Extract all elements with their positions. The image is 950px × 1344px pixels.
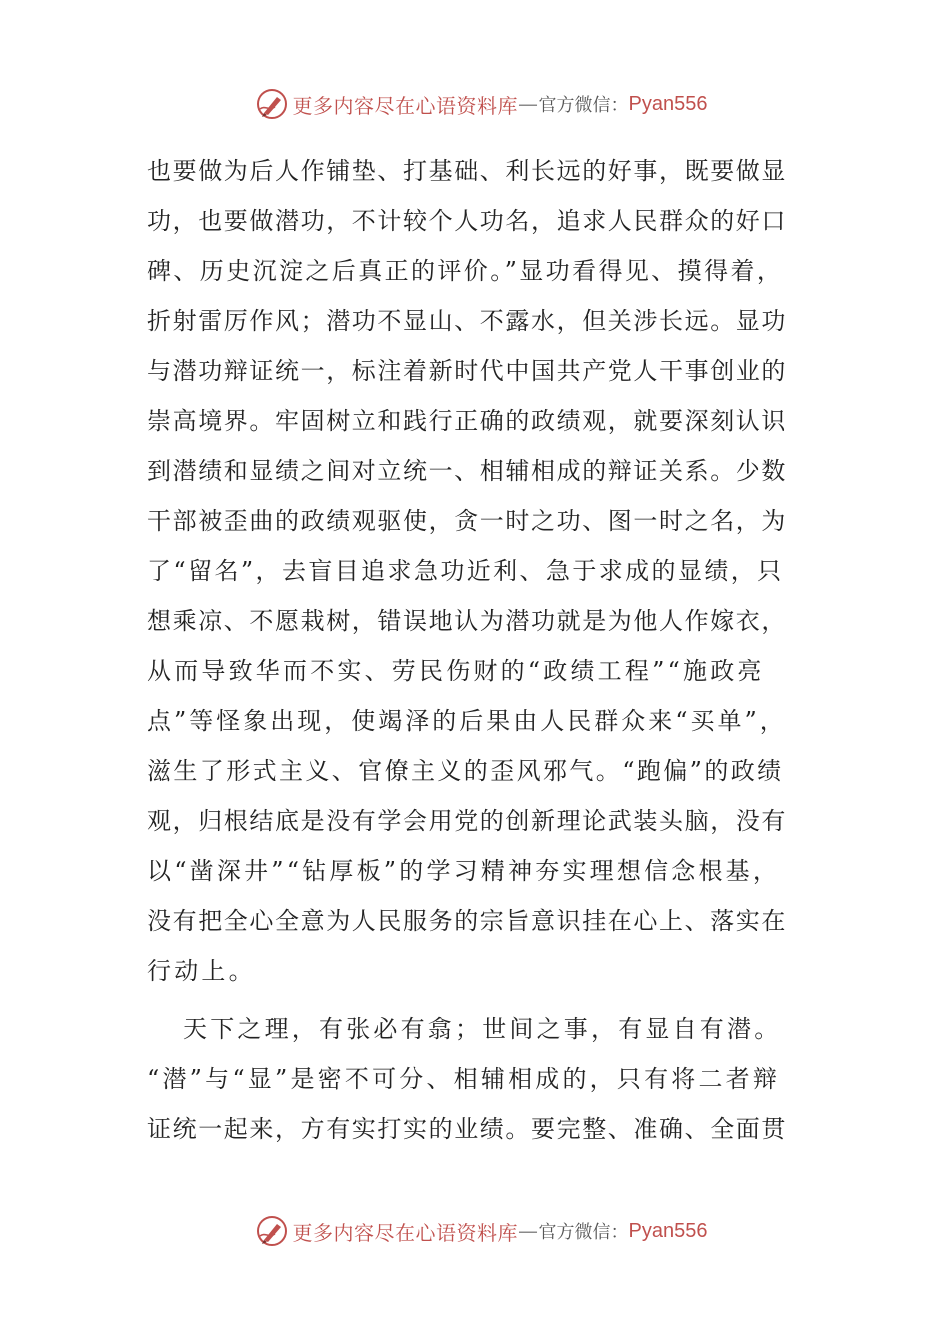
- header-banner: [0, 84, 950, 124]
- text-line: 点”等怪象出现，使竭泽的后果由人民群众来“买单”，: [147, 707, 787, 735]
- text-line: 与潜功辩证统一，标注着新时代中国共产党人干事创业的: [147, 357, 787, 385]
- text-line: 崇高境界。牢固树立和践行正确的政绩观，就要深刻认识: [147, 407, 787, 435]
- banner-main-text: 更多内容尽在心语资料库: [292, 1220, 519, 1245]
- pen-nib-logo-icon: [255, 87, 289, 121]
- header-banner-content: [255, 87, 708, 121]
- text-line: 以“凿深井”“钻厚板”的学习精神夯实理想信念根基，: [147, 857, 781, 885]
- text-line: 到潜绩和显绩之间对立统一、相辅相成的辩证关系。少数: [147, 457, 787, 485]
- paragraph-2: [147, 1004, 787, 1154]
- paragraph-1: [147, 146, 787, 996]
- text-line: 观，归根结底是没有学会用党的创新理论武装头脑，没有: [147, 807, 787, 835]
- text-line: 了“留名”，去盲目追求急功近利、急于求成的显绩，只: [147, 557, 784, 585]
- text-line: 干部被歪曲的政绩观驱使，贪一时之功、图一时之名，为: [147, 507, 787, 535]
- banner-wechat-id: Pyan556: [628, 1219, 708, 1242]
- text-line: 碑、历史沉淀之后真正的评价。”显功看得见、摸得着，: [147, 257, 784, 285]
- banner-separator: —: [518, 92, 539, 116]
- text-line: 想乘凉、不愿栽树，错误地认为潜功就是为他人作嫁衣，: [147, 607, 787, 635]
- pen-nib-logo-icon: [255, 1214, 289, 1248]
- banner-separator: —: [518, 1219, 539, 1243]
- banner-wechat-id: Pyan556: [628, 92, 708, 115]
- footer-banner: [0, 1211, 950, 1251]
- text-line: 从而导致华而不实、劳民伤财的“政绩工程”“施政亮: [147, 657, 765, 685]
- text-line: 功，也要做潜功，不计较个人功名，追求人民群众的好口: [147, 207, 787, 235]
- text-line: 没有把全心全意为人民服务的宗旨意识挂在心上、落实在: [147, 907, 787, 935]
- footer-banner-content: [255, 1214, 708, 1248]
- text-line: 折射雷厉作风；潜功不显山、不露水，但关涉长远。显功: [147, 307, 787, 335]
- text-line: 滋生了形式主义、官僚主义的歪风邪气。“跑偏”的政绩: [147, 757, 784, 785]
- text-line: 行动上。: [147, 957, 256, 985]
- banner-main-text: 更多内容尽在心语资料库: [292, 93, 519, 118]
- text-line: “潜”与“显”是密不可分、相辅相成的，只有将二者辩: [147, 1065, 781, 1093]
- text-line: 也要做为后人作铺垫、打基础、利长远的好事，既要做显: [147, 157, 787, 185]
- banner-wechat-label: 官方微信：: [538, 95, 629, 116]
- text-line: 天下之理，有张必有翕；世间之事，有显自有潜。: [183, 1015, 782, 1043]
- document-body: [147, 146, 787, 1154]
- text-line: 证统一起来，方有实打实的业绩。要完整、准确、全面贯: [147, 1115, 787, 1143]
- banner-wechat-label: 官方微信：: [538, 1222, 629, 1243]
